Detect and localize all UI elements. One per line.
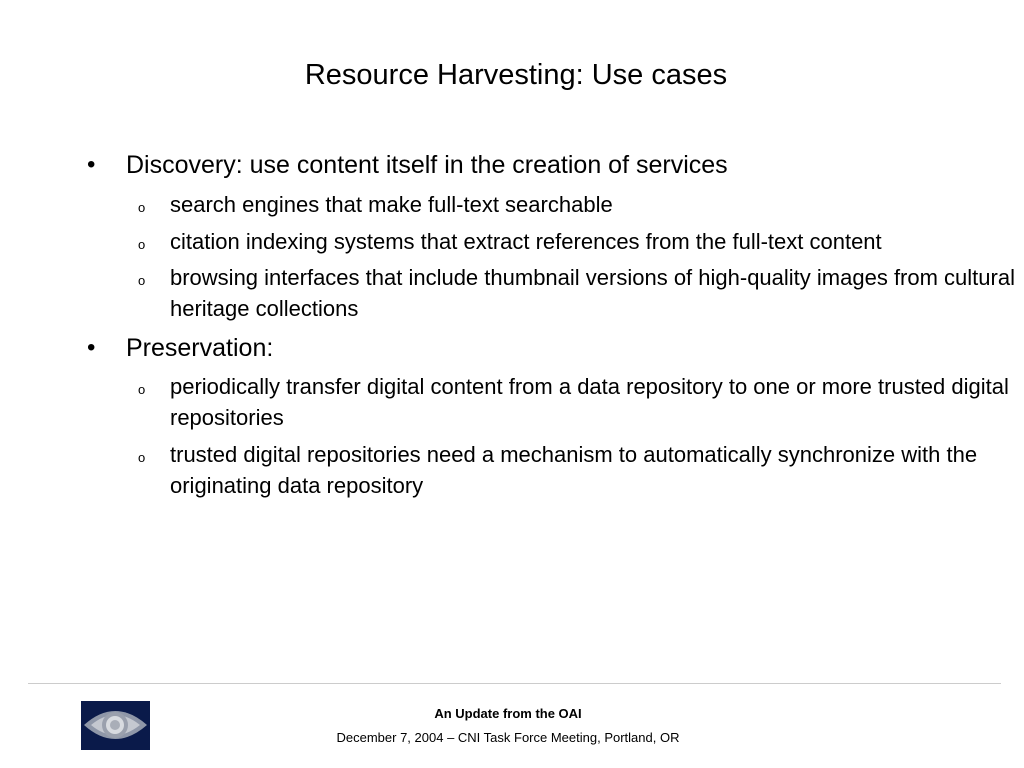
sub-bullet-text: periodically transfer digital content from a data repository to one or more trusted digital repositories (170, 374, 1009, 430)
sub-bullet-text: search engines that make full-text searchable (170, 192, 613, 217)
bullet-text: Preservation: (126, 334, 274, 362)
footer-title: An Update from the OAI (434, 706, 582, 721)
footer-subtitle: December 7, 2004 – CNI Task Force Meeting, Portland, OR (336, 730, 680, 745)
sub-bullet-marker: o (138, 450, 146, 465)
bullet-marker: • (87, 151, 96, 178)
sub-bullet-marker: o (138, 382, 146, 397)
sub-bullet-marker: o (138, 237, 146, 252)
bullet-marker: • (87, 334, 96, 361)
slide-title: Resource Harvesting: Use cases (304, 59, 728, 91)
sub-bullet-marker: o (138, 200, 146, 215)
sub-bullet-marker: o (138, 273, 146, 288)
sub-bullet-text: browsing interfaces that include thumbnail versions of high-quality images from cultural heritage collections (170, 265, 1015, 321)
bullet-text: Discovery: use content itself in the creation of services (126, 151, 728, 179)
sub-bullet-text: trusted digital repositories need a mechanism to automatically synchronize with the originating data repository (170, 442, 978, 498)
footer-divider (28, 683, 1001, 684)
sub-bullet-text: citation indexing systems that extract references from the full-text content (170, 229, 882, 254)
